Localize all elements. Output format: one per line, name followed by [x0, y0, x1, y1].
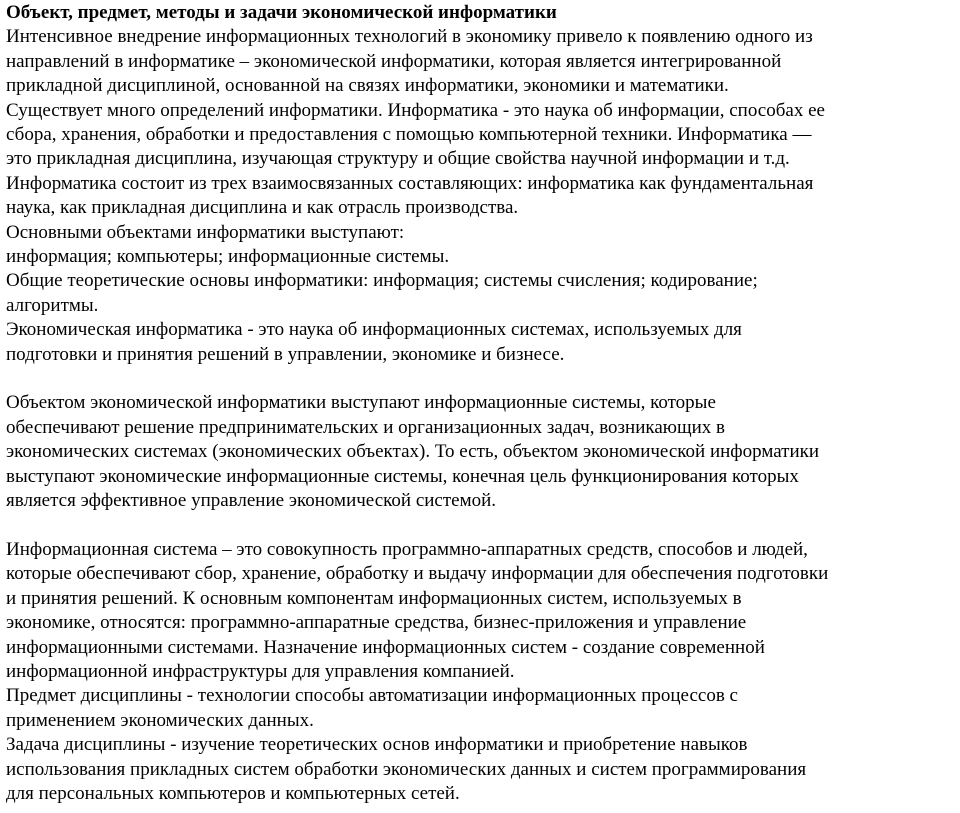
text-line: сбора, хранения, обработки и предоставления с помощью компьютерной техники. Информатика — — [6, 124, 812, 146]
text-line: для персональных компьютеров и компьютерных сетей. — [6, 782, 460, 804]
document-title: Объект, предмет, методы и задачи экономической информатики — [6, 2, 557, 23]
text-line: Существует много определений информатики. Информатика - это наука об информации, способах ее — [6, 99, 825, 121]
text-line: Экономическая информатика - это наука об информационных системах, используемых для — [6, 319, 742, 341]
text-line: это прикладная дисциплина, изучающая структуру и общие свойства научной информации и т.д. — [6, 148, 790, 170]
paragraph-spacer — [6, 367, 954, 391]
text-line: информационными системами. Назначение информационных систем - создание современной — [6, 636, 765, 658]
text-line: Общие теоретические основы информатики: информация; системы счисления; кодирование; — [6, 270, 758, 292]
text-line: направлений в информатике – экономической информатики, которая является интегрированной — [6, 50, 782, 72]
document-body — [6, 25, 954, 806]
text-line: которые обеспечивают сбор, хранение, обработку и выдачу информации для обеспечения подготовки — [6, 563, 829, 585]
text-line: алгоритмы. — [6, 294, 99, 316]
text-line: Информатика состоит из трех взаимосвязанных составляющих: информатика как фундаментальная — [6, 172, 814, 194]
text-line: наука, как прикладная дисциплина и как отрасль производства. — [6, 197, 519, 219]
text-line: Объектом экономической информатики выступают информационные системы, которые — [6, 392, 716, 414]
text-line: подготовки и принятия решений в управлении, экономике и бизнесе. — [6, 343, 565, 365]
text-line: Интенсивное внедрение информационных технологий в экономику привело к появлению одного из — [6, 26, 813, 48]
text-line: Основными объектами информатики выступают: — [6, 221, 405, 243]
text-line: Задача дисциплины - изучение теоретических основ информатики и приобретение навыков — [6, 734, 748, 756]
text-line: и принятия решений. К основным компонентам информационных систем, используемых в — [6, 587, 742, 609]
text-line: информационной инфраструктуры для управления компанией. — [6, 660, 515, 682]
text-line: экономических системах (экономических объектах). То есть, объектом экономической информатики — [6, 441, 820, 463]
text-line: является эффективное управление экономической системой. — [6, 490, 497, 512]
paragraph-spacer — [6, 514, 954, 538]
text-line: информация; компьютеры; информационные системы. — [6, 246, 450, 268]
text-line: Информационная система – это совокупность программно-аппаратных средств, способов и людей, — [6, 538, 808, 560]
text-line: прикладной дисциплиной, основанной на связях информатики, экономики и математики. — [6, 75, 729, 97]
text-line: использования прикладных систем обработки экономических данных и систем программирования — [6, 758, 807, 780]
text-line: экономике, относятся: программно-аппаратные средства, бизнес-приложения и управление — [6, 612, 747, 634]
text-line: обеспечивают решение предпринимательских и организационных задач, возникающих в — [6, 416, 725, 438]
text-line: применением экономических данных. — [6, 709, 314, 731]
text-line: Предмет дисциплины - технологии способы автоматизации информационных процессов с — [6, 685, 738, 707]
text-line: выступают экономические информационные системы, конечная цель функционирования которых — [6, 465, 799, 487]
